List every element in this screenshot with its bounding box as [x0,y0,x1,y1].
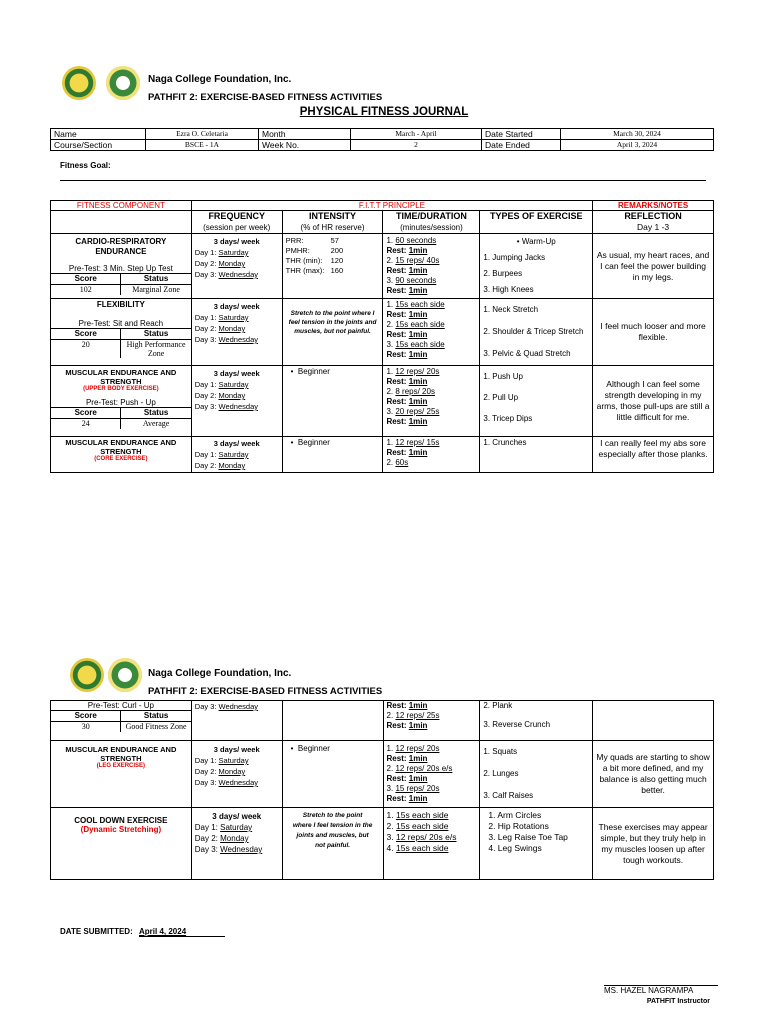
exercise-item: 4. Leg Swings [488,843,542,853]
exercise-item: 3. Reverse Crunch [483,720,551,729]
core-intensity-cont [282,701,383,741]
score-label: Score [51,408,121,419]
month-value: March - April [351,129,482,140]
rest-label: Rest: [386,377,409,386]
header-remarks: REMARKS/NOTES [593,201,714,211]
core-intensity: Beginner [297,438,330,447]
rest-label: Rest: [386,310,409,319]
exercise-item: 3. Calf Raises [483,791,534,800]
exercise-item: 1. Arm Circles [488,810,542,820]
leg-reflection: My quads are starting to show a bit more defined, and my balance is also getting much better. [593,741,714,808]
day2-label: Day 2: [194,324,219,333]
core-score: 30 [51,722,121,733]
row-cardio: CARDIO-RESPIRATORY ENDURANCE Pre-Test: 3 Min. Step Up Test Score Status 102 Marginal Zone 3 days/ week Day 1: Saturday Day 2: Monday Day 3: Wednesday PRR: 57 PMHR: 200 THR (min): 120 THR (max): 160 1. 60 seconds Rest: 1min 2. 15 reps/ 40s Rest: 1min 3. 90 seconds Rest: 1min • Warm-Up 1. Jumping Jacks 2. Burpees 3. High Knees As usual, my heart races, and I can feel the power building in my legs. [51,234,714,299]
freq-per-week: 3 days/ week [212,812,262,821]
set3-num: 3. [386,276,396,285]
course-value: BSCE - 1A [146,140,259,151]
exercise-item: 2. Hip Rotations [488,821,549,831]
rest-value: 1min [408,754,428,763]
rest-label: Rest: [386,448,409,457]
fitness-goal-line [60,180,706,181]
row-core: MUSCULAR ENDURANCE AND STRENGTH (CORE EXERCISE) 3 days/ week Day 1: Saturday Day 2: Monday • Beginner 1. 12 reps/ 15s Rest: 1min 2. 60s 1. Crunches I can really feel my abs sore especially after those planks. [51,437,714,473]
day1-value: Saturday [218,248,249,257]
department-seal-logo [108,658,142,692]
date-submitted-value: April 4, 2024 [139,927,225,937]
set3-num: 3. [386,340,396,349]
day2-value: Monday [218,324,246,333]
day1-label: Day 1: [194,756,219,765]
rest-value: 1min [408,310,428,319]
rest-value: 1min [408,266,428,275]
set1-value: 60 seconds [395,236,437,245]
set1-value: 12 reps/ 20s [395,367,440,376]
header-frequency-sub: (session per week) [203,223,271,232]
header-blank [51,211,192,234]
set1-num: 1. [386,300,396,309]
set3-value: 15 reps/ 20s [395,784,440,793]
cool-name: COOL DOWN EXERCISE [74,816,168,825]
day1-label: Day 1: [194,380,219,389]
day1-label: Day 1: [194,248,219,257]
set1-num: 1. [386,438,396,447]
flex-reflection: I feel much looser and more flexible. [593,299,714,366]
rest-value: 1min [408,701,428,710]
rest-label: Rest: [386,754,409,763]
set2-value: 15s each side [395,320,445,329]
college-seal-logo [70,658,104,692]
upper-status: Average [121,419,191,430]
fitt-table-continued [50,700,714,880]
college-seal-logo [62,66,96,100]
set1-num: 1. [386,744,396,753]
day2-label: Day 2: [194,391,219,400]
exercise-item: 2. Burpees [483,269,523,278]
exercise-item: 3. Tricep Dips [483,414,533,423]
page-title: PHYSICAL FITNESS JOURNAL [299,106,469,118]
day1-value: Saturday [218,450,249,459]
day2-label: Day 2: [194,767,219,776]
set1-value: 15s each side [395,810,449,820]
day3-label: Day 3: [194,778,219,787]
rest-value: 1min [408,246,428,255]
course-label: Course/Section [51,140,146,151]
day3-label: Day 3: [194,335,219,344]
name-label: Name [51,129,146,140]
status-label: Status [121,274,191,285]
org-name: Naga College Foundation, Inc. [148,668,292,679]
rest-value: 1min [408,286,428,295]
leg-intensity: Beginner [297,744,330,753]
pmhr-label: PMHR: [285,246,310,255]
set2-num: 2. [386,387,396,396]
rest-label: Rest: [386,417,409,426]
set2-value: 8 reps/ 20s [395,387,435,396]
cardio-pretest: Pre-Test: 3 Min. Step Up Test [68,264,173,273]
exercise-item: 1. Squats [483,747,518,756]
leg-name: MUSCULAR ENDURANCE AND STRENGTH [65,745,177,763]
set3-num: 3. [386,832,396,842]
header-time: TIME/DURATION [396,211,467,221]
rest-value: 1min [408,794,428,803]
day1-value: Saturday [218,380,249,389]
day1-label: Day 1: [194,823,221,832]
rest-label: Rest: [386,397,409,406]
leg-tag: (LEG EXERCISE) [96,763,146,769]
set4-value: 15s each side [395,843,449,853]
cardio-status: Marginal Zone [121,285,191,296]
set2-num: 2. [386,320,396,329]
set1-value: 15s each side [395,300,445,309]
core-reflection-cont [593,701,714,741]
prr-value: 57 [330,236,339,245]
upper-score: 24 [51,419,121,430]
flex-score: 20 [51,340,121,359]
rest-label: Rest: [386,350,409,359]
cardio-score: 102 [51,285,121,296]
set1-value: 12 reps/ 20s [395,744,440,753]
set2-value: 15 reps/ 40s [395,256,440,265]
flex-name: FLEXIBILITY [96,300,145,309]
header-fitness-component: FITNESS COMPONENT [51,201,192,211]
day3-value: Wednesday [218,270,258,279]
core-name: MUSCULAR ENDURANCE AND STRENGTH [65,438,177,456]
header-intensity-sub: (% of HR reserve) [300,223,365,232]
set2-num: 2. [386,711,396,720]
status-label: Status [121,408,191,419]
cool-intensity: Stretch to the point where I feel tension in the joints and muscles, but not painful. [282,808,383,880]
set1-num: 1. [386,367,396,376]
rest-value: 1min [408,350,428,359]
rest-label: Rest: [386,330,409,339]
exercise-item: 2. Lunges [483,769,519,778]
day3-label: Day 3: [194,845,221,854]
rest-value: 1min [408,774,428,783]
set3-num: 3. [386,407,396,416]
rest-label: Rest: [386,721,409,730]
thr-min-label: THR (min): [285,256,323,265]
org-name: Naga College Foundation, Inc. [148,74,292,85]
header-frequency: FREQUENCY [208,211,265,221]
exercise-item: 2. Pull Up [483,393,519,402]
date-started-value: March 30, 2024 [561,129,714,140]
flex-intensity: Stretch to the point where I feel tension in the joints and muscles, but not painful. [282,299,383,366]
core-reflection: I can really feel my abs sore especially after those planks. [593,437,714,473]
status-label: Status [121,329,191,340]
set4-num: 4. [386,843,396,853]
course-title: PATHFIT 2: EXERCISE-BASED FITNESS ACTIVITIES [148,686,383,697]
day2-label: Day 2: [194,834,221,843]
day3-label: Day 3: [194,402,219,411]
day1-label: Day 1: [194,313,219,322]
set2-value: 60s [395,458,409,467]
rest-label: Rest: [386,774,409,783]
flex-status: High Performance Zone [121,340,191,359]
rest-label: Rest: [386,246,409,255]
day3-value: Wednesday [218,702,259,711]
date-submitted-label: DATE SUBMITTED: [60,927,133,936]
exercise-item: 2. Shoulder & Tricep Stretch [483,327,584,336]
set3-value: 20 reps/ 25s [395,407,440,416]
set2-num: 2. [386,764,396,773]
day2-value: Monday [220,834,249,843]
day1-label: Day 1: [194,450,219,459]
rest-value: 1min [408,448,428,457]
exercise-item: 2. Plank [483,701,513,710]
prr-label: PRR: [285,236,304,245]
cool-tag: (Dynamic Stretching) [80,825,162,834]
cardio-name: CARDIO-RESPIRATORY ENDURANCE [75,237,167,256]
rest-value: 1min [408,330,428,339]
day3-value: Wednesday [218,778,259,787]
freq-per-week: 3 days/ week [213,439,260,448]
day3-label: Day 3: [194,270,219,279]
set2-value: 15s each side [395,821,449,831]
set2-num: 2. [386,458,396,467]
freq-per-week: 3 days/ week [213,237,260,246]
set1-value: 12 reps/ 15s [395,438,440,447]
rest-label: Rest: [386,794,409,803]
rest-value: 1min [408,397,428,406]
day2-label: Day 2: [194,259,219,268]
row-core-continued [51,701,714,741]
row-leg: MUSCULAR ENDURANCE AND STRENGTH (LEG EXERCISE) 3 days/ week Day 1: Saturday Day 2: Monday Day 3: Wednesday • Beginner 1. 12 reps/ 20s Rest: 1min 2. 12 reps/ 20s e/s Rest: 1min 3. 15 reps/ 20s Rest: 1min 1. Squats 2. Lunges 3. Calf Raises My quads are starting to show a bit more defined, and my balance is also getting much better. [51,741,714,808]
set1-num: 1. [386,810,396,820]
freq-per-week: 3 days/ week [213,745,260,754]
instructor-name: MS. HAZEL NAGRAMPA [604,985,718,995]
set2-value: 12 reps/ 20s e/s [395,764,453,773]
upper-intensity: Beginner [297,367,330,376]
day2-value: Monday [218,767,246,776]
warmup-label: Warm-Up [521,237,556,246]
header-fitt-principle: F.I.T.T PRINCIPLE [191,201,592,211]
row-flexibility [51,299,714,366]
score-label: Score [51,274,121,285]
day2-value: Monday [218,391,246,400]
set2-value: 12 reps/ 25s [395,711,440,720]
status-label: Status [121,711,191,722]
rest-value: 1min [408,721,428,730]
course-title: PATHFIT 2: EXERCISE-BASED FITNESS ACTIVITIES [148,92,383,103]
day1-value: Saturday [218,756,249,765]
header-time-sub: (minutes/session) [400,223,463,232]
day2-label: Day 2: [194,461,219,470]
score-label: Score [51,711,121,722]
row-upper-body: MUSCULAR ENDURANCE AND STRENGTH (UPPER BODY EXERCISE) Pre-Test: Push - Up Score Status 24 Average 3 days/ week Day 1: Saturday Day 2: Monday Day 3: Wednesday • Beginner 1. 12 reps/ 20s Rest: 1min 2. 8 reps/ 20s Rest: 1min 3. 20 reps/ 25s Rest: 1min 1. Push Up 2. Pull Up 3. Tricep Dips Although I can feel some strength developing in my arms, those pull-ups are still a little difficult for me. [51,366,714,437]
day1-value: Saturday [220,823,253,832]
rest-label: Rest: [386,701,409,710]
upper-reflection: Although I can feel some strength developing in my arms, those pull-ups are still a little difficult for me. [593,366,714,437]
day3-value: Wednesday [220,845,263,854]
header-reflection-sub: Day 1 -3 [637,222,670,232]
rest-label: Rest: [386,286,409,295]
date-ended-value: April 3, 2024 [561,140,714,151]
rest-value: 1min [408,377,428,386]
day2-value: Monday [218,461,246,470]
exercise-item: 3. Leg Raise Toe Tap [488,832,568,842]
day3-value: Wednesday [218,335,258,344]
week-value: 2 [351,140,482,151]
header-intensity: INTENSITY [309,211,357,221]
set2-num: 2. [386,256,396,265]
thr-min-value: 120 [330,256,344,265]
cardio-reflection: As usual, my heart races, and I can feel the power building in my legs. [593,234,714,299]
upper-tag: (UPPER BODY EXERCISE) [83,386,159,392]
set3-value: 12 reps/ 20s e/s [395,832,457,842]
set3-value: 90 seconds [395,276,437,285]
rest-label: Rest: [386,266,409,275]
exercise-item: 3. Pelvic & Quad Stretch [483,349,571,358]
header-types: TYPES OF EXERCISE [489,211,583,221]
date-ended-label: Date Ended [482,140,561,151]
day2-value: Monday [218,259,246,268]
exercise-item: 1. Jumping Jacks [483,253,546,262]
pmhr-value: 200 [330,246,344,255]
set2-num: 2. [386,821,396,831]
department-seal-logo [106,66,140,100]
thr-max-value: 160 [330,266,344,275]
instructor-title: PATHFIT Instructor [646,998,710,1005]
student-info-table [50,128,714,151]
exercise-item: 3. High Knees [483,285,534,294]
day3-label: Day 3: [194,702,219,711]
set3-value: 15s each side [395,340,445,349]
flex-pretest: Pre-Test: Sit and Reach [78,319,164,328]
thr-max-label: THR (max): [285,266,325,275]
fitt-table [50,200,714,473]
rest-value: 1min [408,417,428,426]
header-reflection: REFLECTION [624,211,682,221]
name-value: Ezra O. Celetaria [146,129,259,140]
core-tag: (CORE EXERCISE) [94,456,148,462]
set1-num: 1. [386,236,396,245]
upper-pretest: Pre-Test: Push - Up [85,398,156,407]
day3-value: Wednesday [218,402,258,411]
upper-name: MUSCULAR ENDURANCE AND STRENGTH [65,368,177,386]
date-started-label: Date Started [482,129,561,140]
month-label: Month [259,129,351,140]
score-label: Score [51,329,121,340]
set3-num: 3. [386,784,396,793]
freq-per-week: 3 days/ week [213,369,260,378]
week-label: Week No. [259,140,351,151]
core-pretest: Pre-Test: Curl - Up [87,701,154,710]
exercise-item: 1. Neck Stretch [483,305,539,314]
freq-per-week: 3 days/ week [213,302,260,311]
fitness-goal-label: Fitness Goal: [60,161,111,170]
cool-reflection: These exercises may appear simple, but they truly help in my muscles loosen up after tough workouts. [593,808,714,880]
core-status: Good Fitness Zone [121,722,191,733]
exercise-item: 1. Push Up [483,372,523,381]
row-cool-down [51,808,714,880]
exercise-item: 1. Crunches [483,438,527,447]
day1-value: Saturday [218,313,249,322]
